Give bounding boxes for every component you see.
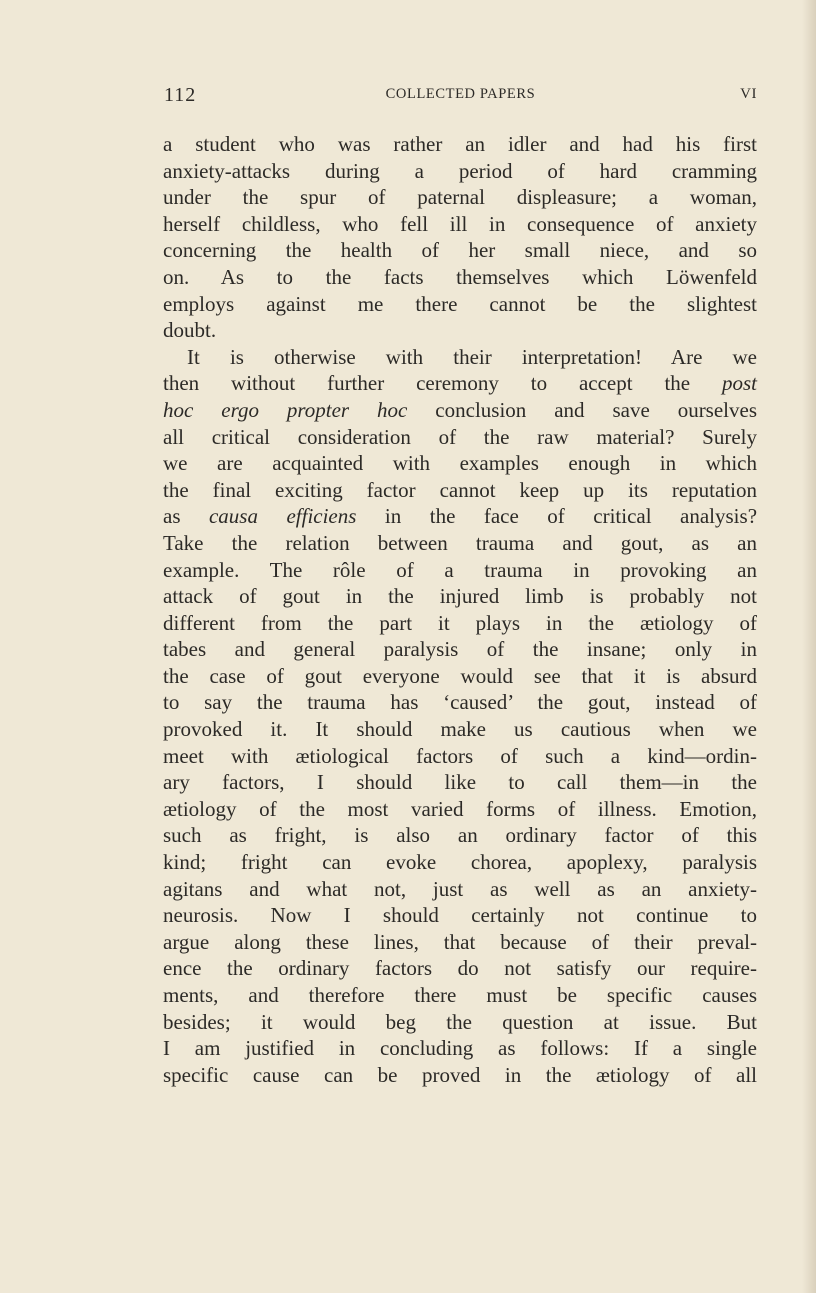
page-edge-shadow [802,0,816,1293]
text-line: the case of gout everyone would see that it is absurd [163,663,757,688]
text-line: concerning the health of her small niece, and so [163,238,757,263]
italic-latin-phrase: hoc ergo propter hoc [163,397,408,422]
text-line: we are acquainted with examples enough in which [163,451,757,476]
text-line: all critical consideration of the raw material? Surely [163,424,757,449]
line-text: as [163,504,181,529]
text-line: a student who was rather an idler and had his first [163,132,757,156]
text-line: anxiety-attacks during a period of hard cramming [163,158,757,183]
text-line: herself childless, who fell ill in consequence of anxiety [163,211,757,236]
text-line: employs against me there cannot be the slightest [163,291,757,316]
text-line: doubt. [163,318,217,343]
text-line: meet with ætiological factors of such a kind—ordin- [163,743,757,768]
chapter-number: VI [740,86,757,102]
text-line [163,370,757,397]
italic-latin-phrase: causa efficiens [208,504,357,529]
text-line [163,397,757,424]
text-line: kind; fright can evoke chorea, apoplexy, paralysis [163,850,757,875]
body-text [163,131,757,1088]
text-line: besides; it would beg the question at issue. But [163,1009,757,1034]
text-line: specific cause can be proved in the ætiology of all [163,1062,757,1087]
text-line: to say the trauma has ‘caused’ the gout, instead of [163,690,757,715]
text-line: neurosis. Now I should certainly not continue to [163,903,757,928]
text-line: argue along these lines, that because of their preval- [163,929,757,954]
text-line: the final exciting factor cannot keep up its reputation [163,477,757,502]
paragraph-start-line: It is otherwise with their interpretation! Are we [187,344,757,369]
text-line: attack of gout in the injured limb is probably not [163,584,757,609]
text-line: provoked it. It should make us cautious when we [163,717,757,742]
text-line [163,503,757,530]
text-line: Take the relation between trauma and gout, as an [163,530,757,555]
text-line: different from the part it plays in the ætiology of [163,610,757,635]
italic-latin-phrase: post [721,371,757,396]
text-line: such as fright, is also an ordinary factor of this [163,823,757,848]
line-text: then without further ceremony to accept the [163,371,691,396]
text-line: example. The rôle of a trauma in provoking an [163,557,757,582]
text-line: on. As to the facts themselves which Löwenfeld [163,264,757,289]
text-line: under the spur of paternal displeasure; a woman, [163,185,757,210]
text-line: agitans and what not, just as well as an anxiety- [163,876,757,901]
running-head [164,84,757,110]
text-line: ments, and therefore there must be specific causes [163,983,757,1007]
text-line: ætiology of the most varied forms of illness. Emotion, [163,796,757,821]
text-line: I am justified in concluding as follows: If a single [163,1036,757,1061]
line-text: conclusion and save ourselves [435,397,758,422]
text-line: ence the ordinary factors do not satisfy our require- [163,956,757,981]
page-number: 112 [164,84,197,106]
running-title: COLLECTED PAPERS [385,86,536,102]
text-line: ary factors, I should like to call them—in the [163,770,757,795]
line-text: in the face of critical analysis? [384,504,758,529]
text-line: tabes and general paralysis of the insane; only in [163,637,757,662]
